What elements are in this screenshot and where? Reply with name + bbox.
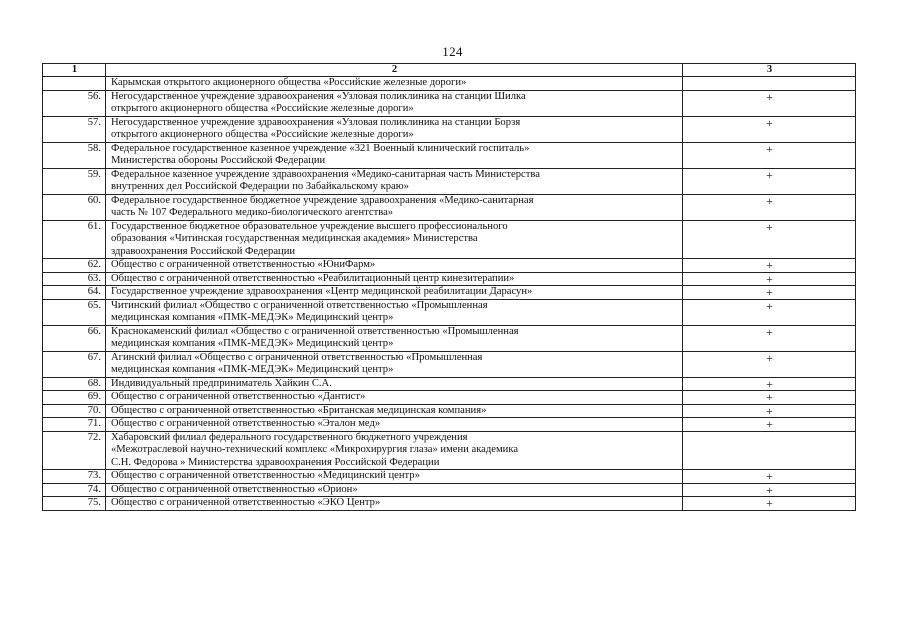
organization-name-line: Индивидуальный предприниматель Хайкин С.А. <box>111 377 332 389</box>
participation-mark <box>683 77 856 91</box>
organizations-table <box>42 63 856 511</box>
organization-name <box>106 259 683 273</box>
participation-mark: + <box>683 470 856 484</box>
row-number: 65. <box>43 299 106 325</box>
table-row <box>43 404 856 418</box>
organization-name-line: Общество с ограниченной ответственностью «Британская медицинская компания» <box>111 404 487 416</box>
table-row <box>43 299 856 325</box>
organization-name-line: Негосударственное учреждение здравоохранения «Узловая поликлиника на станции Борзя <box>111 116 521 128</box>
organization-name <box>106 77 683 91</box>
table-row <box>43 470 856 484</box>
row-number: 73. <box>43 470 106 484</box>
organization-name <box>106 299 683 325</box>
organization-name <box>106 351 683 377</box>
participation-mark: + <box>683 483 856 497</box>
participation-mark: + <box>683 272 856 286</box>
organization-name <box>106 391 683 405</box>
organization-name-line: медицинская компания «ПМК-МЕДЭК» Медицинский центр» <box>111 338 394 349</box>
row-number: 63. <box>43 272 106 286</box>
row-number: 57. <box>43 116 106 142</box>
organization-name-line: Общество с ограниченной ответственностью «ЮниФарм» <box>111 259 376 270</box>
participation-mark: + <box>683 259 856 273</box>
organization-name <box>106 431 683 470</box>
organization-name <box>106 404 683 418</box>
participation-mark: + <box>683 497 856 511</box>
table-row <box>43 168 856 194</box>
organization-name-line: С.Н. Федорова » Министерства здравоохранения Российской Федерации <box>111 456 440 468</box>
participation-mark: + <box>683 168 856 194</box>
organization-name-line: Федеральное казенное учреждение здравоохранения «Медико-санитарная часть Министерства <box>111 168 540 180</box>
page-number: 124 <box>442 44 463 59</box>
organization-name <box>106 142 683 168</box>
table-body <box>43 77 856 511</box>
row-number: 62. <box>43 259 106 273</box>
organization-name-line: Государственное бюджетное образовательное учреждение высшего профессионального <box>111 220 508 232</box>
table-row <box>43 194 856 220</box>
participation-mark: + <box>683 299 856 325</box>
row-number: 60. <box>43 194 106 220</box>
table-row <box>43 272 856 286</box>
organization-name-line: Общество с ограниченной ответственностью «Орион» <box>111 483 358 495</box>
organization-name-line: Общество с ограниченной ответственностью «Эталон мед» <box>111 418 381 429</box>
organization-name-line: медицинская компания «ПМК-МЕДЭК» Медицинский центр» <box>111 364 394 375</box>
organization-name-line: Общество с ограниченной ответственностью «Медицинский центр» <box>111 470 420 481</box>
organization-name <box>106 90 683 116</box>
organization-name-line: Хабаровский филиал федерального государственного бюджетного учреждения <box>111 431 468 443</box>
table-row <box>43 142 856 168</box>
column-header-mark: 3 <box>683 64 856 77</box>
table-row <box>43 377 856 391</box>
participation-mark: + <box>683 194 856 220</box>
row-number: 68. <box>43 377 106 391</box>
participation-mark: + <box>683 90 856 116</box>
table-row <box>43 418 856 432</box>
participation-mark: + <box>683 418 856 432</box>
organization-name-line: Негосударственное учреждение здравоохранения «Узловая поликлиника на станции Шилка <box>111 90 526 102</box>
organization-name-line: Читинский филиал «Общество с ограниченной ответственностью «Промышленная <box>111 299 488 311</box>
organization-name-line: Общество с ограниченной ответственностью «Реабилитационный центр кинезитерапии» <box>111 272 515 284</box>
table-row <box>43 286 856 300</box>
organization-name <box>106 377 683 391</box>
row-number: 69. <box>43 391 106 405</box>
organization-name-line: Общество с ограниченной ответственностью «Дантист» <box>111 391 366 402</box>
row-number: 66. <box>43 325 106 351</box>
organization-name <box>106 116 683 142</box>
table-row <box>43 90 856 116</box>
table-header <box>43 64 856 77</box>
organization-name <box>106 497 683 511</box>
column-header-number: 1 <box>43 64 106 77</box>
row-number: 59. <box>43 168 106 194</box>
participation-mark: + <box>683 325 856 351</box>
organization-name <box>106 286 683 300</box>
table-row <box>43 325 856 351</box>
row-number: 58. <box>43 142 106 168</box>
table-row <box>43 431 856 470</box>
participation-mark: + <box>683 142 856 168</box>
row-number: 75. <box>43 497 106 511</box>
table-row <box>43 391 856 405</box>
participation-mark: + <box>683 391 856 405</box>
organization-name-line: Общество с ограниченной ответственностью «ЭКО Центр» <box>111 497 381 508</box>
participation-mark: + <box>683 286 856 300</box>
header-row <box>43 64 856 77</box>
organization-name-line: Министерства обороны Российской Федерации <box>111 155 326 166</box>
column-header-organization: 2 <box>106 64 683 77</box>
table-row <box>43 497 856 511</box>
organization-name-line: Государственное учреждение здравоохранения «Центр медицинской реабилитации Дарасун» <box>111 286 533 297</box>
row-number: 61. <box>43 220 106 259</box>
organization-name <box>106 325 683 351</box>
organization-name-line: Карымская открытого акционерного общества «Российские железные дороги» <box>111 77 467 88</box>
participation-mark <box>683 431 856 470</box>
row-number: 64. <box>43 286 106 300</box>
table-row <box>43 351 856 377</box>
organization-name-line: открытого акционерного общества «Российские железные дороги» <box>111 129 414 140</box>
participation-mark: + <box>683 116 856 142</box>
organization-name <box>106 470 683 484</box>
participation-mark: + <box>683 377 856 391</box>
organization-name-line: здравоохранения Российской Федерации <box>111 245 296 257</box>
table-row <box>43 77 856 91</box>
organization-name-line: Федеральное государственное казенное учреждение «321 Военный клинический госпиталь» <box>111 142 530 154</box>
organization-name <box>106 194 683 220</box>
organization-name-line: Федеральное государственное бюджетное учреждение здравоохранения «Медико-санитарная <box>111 194 534 206</box>
organization-name <box>106 418 683 432</box>
table-row <box>43 220 856 259</box>
organization-name-line: Краснокаменский филиал «Общество с ограниченной ответственностью «Промышленная <box>111 325 519 337</box>
organization-name-line: Агинский филиал «Общество с ограниченной ответственностью «Промышленная <box>111 351 483 363</box>
organization-name-line: открытого акционерного общества «Российские железные дороги» <box>111 103 414 114</box>
organization-name <box>106 168 683 194</box>
row-number: 74. <box>43 483 106 497</box>
table-row <box>43 259 856 273</box>
row-number <box>43 77 106 91</box>
row-number: 70. <box>43 404 106 418</box>
organization-name <box>106 483 683 497</box>
organization-name-line: образования «Читинская государственная медицинская академия» Министерства <box>111 233 478 244</box>
organization-name-line: внутренних дел Российской Федерации по Забайкальскому краю» <box>111 181 409 192</box>
table-row <box>43 483 856 497</box>
row-number: 71. <box>43 418 106 432</box>
row-number: 72. <box>43 431 106 470</box>
organization-name-line: «Межотраслевой научно-технический комплекс «Микрохирургия глаза» имени академика <box>111 444 519 455</box>
table-row <box>43 116 856 142</box>
participation-mark: + <box>683 220 856 259</box>
organization-name <box>106 272 683 286</box>
organization-name-line: медицинская компания «ПМК-МЕДЭК» Медицинский центр» <box>111 312 394 323</box>
row-number: 56. <box>43 90 106 116</box>
participation-mark: + <box>683 404 856 418</box>
organization-name-line: часть № 107 Федерального медико-биологического агентства» <box>111 207 394 218</box>
organization-name <box>106 220 683 259</box>
row-number: 67. <box>43 351 106 377</box>
participation-mark: + <box>683 351 856 377</box>
